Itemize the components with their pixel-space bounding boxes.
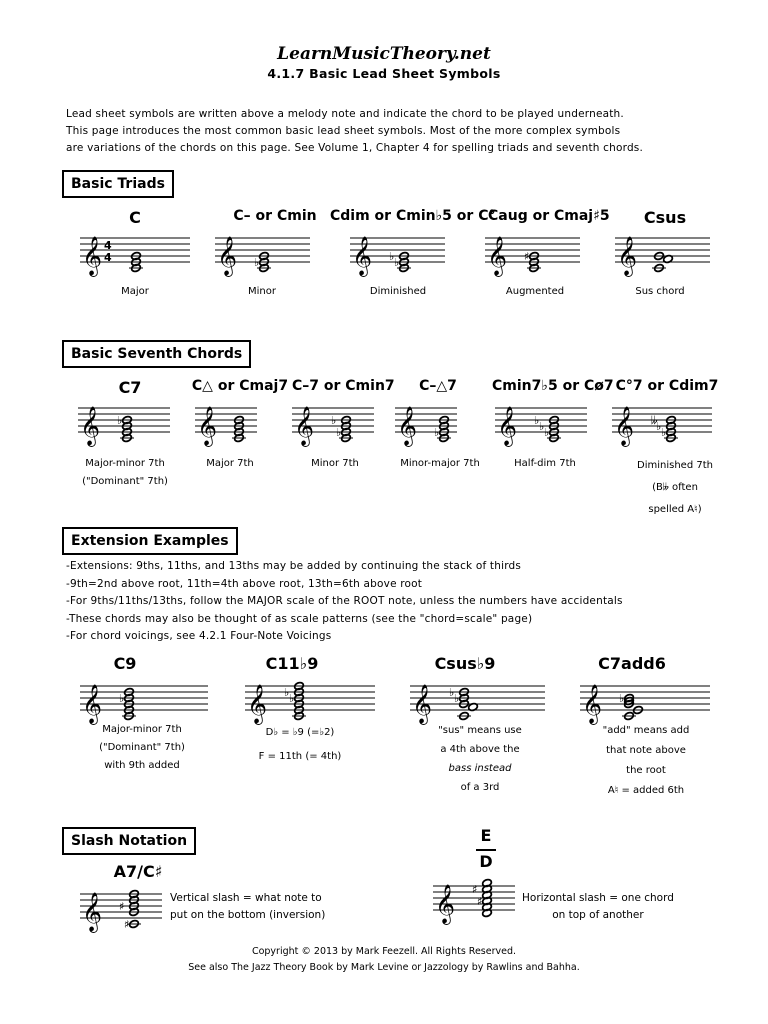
slash-caption-vertical bbox=[170, 890, 325, 924]
chord-caption bbox=[420, 721, 540, 797]
svg-text:4: 4 bbox=[104, 239, 112, 252]
caption-line: D♭ = ♭9 (=♭2) bbox=[265, 727, 335, 738]
caption-line: F = 11th (= 4th) bbox=[258, 751, 342, 762]
svg-text:𝄞: 𝄞 bbox=[82, 684, 103, 724]
svg-text:𝄫: 𝄫 bbox=[651, 414, 658, 427]
svg-text:♭: ♭ bbox=[434, 426, 440, 439]
staff-cmin7 bbox=[292, 402, 374, 446]
slash-caption-horizontal bbox=[522, 890, 674, 924]
svg-text:𝄞: 𝄞 bbox=[82, 892, 103, 932]
chord-caption: Minor-major 7th bbox=[400, 458, 480, 469]
svg-text:♭: ♭ bbox=[539, 420, 545, 433]
svg-text:♭: ♭ bbox=[534, 414, 540, 427]
svg-text:𝄞: 𝄞 bbox=[294, 406, 315, 446]
svg-text:𝄞: 𝄞 bbox=[397, 406, 418, 446]
bullet-item: -9th=2nd above root, 11th=4th above root, 13th=6th above root bbox=[66, 577, 423, 590]
polychord-top: E bbox=[480, 826, 492, 845]
chord-symbol: C–△7 bbox=[419, 378, 457, 394]
intro-line: Lead sheet symbols are written above a melody note and indicate the chord to be played underneath. bbox=[66, 108, 624, 120]
chord-symbol: C△ or Cmaj7 bbox=[191, 378, 289, 394]
svg-text:♭: ♭ bbox=[661, 426, 667, 439]
svg-text:♭: ♭ bbox=[289, 692, 295, 705]
see-also: See also The Jazz Theory Book by Mark Levine or Jazzology by Rawlins and Bahha. bbox=[188, 962, 580, 973]
caption-line: Major-minor 7th bbox=[85, 458, 165, 469]
chord-caption: Major bbox=[121, 286, 149, 297]
svg-text:𝄞: 𝄞 bbox=[497, 406, 518, 446]
staff-c-major bbox=[80, 232, 190, 276]
svg-text:♭: ♭ bbox=[331, 414, 337, 427]
svg-text:♭: ♭ bbox=[394, 256, 400, 269]
svg-text:𝄞: 𝄞 bbox=[247, 684, 268, 724]
chord-symbol: Cdim or Cmin♭5 or C° bbox=[330, 208, 496, 224]
copyright: Copyright © 2013 by Mark Feezell. All Rights Reserved. bbox=[251, 946, 517, 957]
bullet-item: -These chords may also be thought of as scale patterns (see the "chord=scale" page) bbox=[66, 612, 533, 625]
chord-caption: Minor bbox=[248, 286, 276, 297]
staff-c11b9 bbox=[245, 680, 375, 724]
page-title: 4.1.7 Basic Lead Sheet Symbols bbox=[267, 66, 501, 81]
svg-text:♯: ♯ bbox=[124, 918, 130, 931]
chord-caption bbox=[82, 721, 202, 775]
staff-c-aug bbox=[485, 232, 580, 276]
svg-text:𝄞: 𝄞 bbox=[487, 236, 508, 276]
chord-caption bbox=[245, 721, 355, 769]
chord-symbol: Cmin7♭5 or Cø7 bbox=[492, 378, 614, 394]
caption-line: the root bbox=[626, 765, 666, 776]
chord-caption bbox=[586, 721, 706, 801]
intro-line: This page introduces the most common basic lead sheet symbols. Most of the more complex symbols bbox=[66, 125, 621, 137]
svg-text:♭: ♭ bbox=[119, 692, 125, 705]
chord-caption: Half-dim 7th bbox=[514, 458, 576, 469]
caption-line: of a 3rd bbox=[460, 782, 500, 793]
caption-line: Major-minor 7th bbox=[102, 724, 182, 735]
svg-text:♯: ♯ bbox=[524, 250, 530, 263]
caption-line: that note above bbox=[606, 745, 686, 756]
brand-title: LearnMusicTheory.net bbox=[277, 44, 491, 64]
staff-c7add6 bbox=[580, 680, 710, 724]
staff-cminmaj7 bbox=[395, 402, 457, 446]
caption-line: ("Dominant" 7th) bbox=[99, 742, 185, 753]
staff-c7 bbox=[78, 402, 170, 446]
bullet-item: -Extensions: 9ths, 11ths, and 13ths may be added by continuing the stack of thirds bbox=[66, 560, 522, 572]
svg-text:♭: ♭ bbox=[454, 692, 460, 705]
staff-e-over-d bbox=[433, 880, 515, 930]
svg-text:♭: ♭ bbox=[117, 414, 123, 427]
chord-caption bbox=[70, 455, 180, 491]
svg-text:𝄞: 𝄞 bbox=[412, 684, 433, 724]
chord-symbol: Csus♭9 bbox=[434, 654, 496, 673]
svg-text:𝄞: 𝄞 bbox=[197, 406, 218, 446]
bullet-item: -For 9ths/11ths/13ths, follow the MAJOR scale of the ROOT note, unless the numbers have accidentals bbox=[66, 595, 623, 607]
staff-c-dim bbox=[350, 232, 445, 276]
svg-text:4: 4 bbox=[104, 251, 112, 264]
extension-notes bbox=[66, 558, 623, 646]
section-heading-sevenths: Basic Seventh Chords bbox=[62, 340, 251, 368]
caption-line: (B𝄫 often bbox=[652, 482, 698, 493]
svg-text:♭: ♭ bbox=[254, 256, 260, 269]
section-heading-triads: Basic Triads bbox=[62, 170, 174, 198]
staff-chalfdim7 bbox=[495, 402, 587, 446]
chord-caption: Diminished bbox=[369, 286, 427, 297]
chord-symbol: C11♭9 bbox=[265, 654, 319, 673]
chord-caption: Major 7th bbox=[206, 458, 254, 469]
chord-caption bbox=[625, 455, 725, 521]
polychord-bottom: D bbox=[479, 852, 493, 871]
chord-symbol: A7/C♯ bbox=[113, 862, 163, 881]
svg-text:♭: ♭ bbox=[449, 686, 455, 699]
svg-text:♯: ♯ bbox=[477, 895, 483, 908]
svg-text:𝄞: 𝄞 bbox=[435, 884, 456, 924]
svg-text:𝄞: 𝄞 bbox=[80, 406, 101, 446]
intro-line: are variations of the chords on this page. See Volume 1, Chapter 4 for spelling triads and seventh chords. bbox=[66, 142, 644, 154]
svg-text:♯: ♯ bbox=[472, 883, 478, 896]
staff-csusb9 bbox=[410, 680, 545, 724]
svg-text:𝄞: 𝄞 bbox=[617, 236, 638, 276]
chord-symbol: C7add6 bbox=[598, 654, 666, 673]
svg-text:♯: ♯ bbox=[119, 900, 125, 913]
svg-text:𝄞: 𝄞 bbox=[352, 236, 373, 276]
chord-symbol: Csus bbox=[643, 208, 687, 227]
caption-line: with 9th added bbox=[104, 760, 180, 771]
bullet-item: -For chord voicings, see 4.2.1 Four-Note Voicings bbox=[66, 630, 332, 642]
chord-symbol: C– or Cmin bbox=[233, 208, 317, 224]
caption-line: "add" means add bbox=[602, 725, 690, 736]
chord-caption: Minor 7th bbox=[311, 458, 359, 469]
chord-symbol: C bbox=[129, 208, 141, 227]
staff-c-sus bbox=[615, 232, 710, 276]
section-heading-slash: Slash Notation bbox=[62, 827, 196, 855]
caption-line: bass instead bbox=[448, 763, 512, 774]
svg-text:𝄞: 𝄞 bbox=[614, 406, 635, 446]
section-heading-extensions: Extension Examples bbox=[62, 527, 238, 555]
caption-line: ("Dominant" 7th) bbox=[82, 476, 168, 487]
chord-symbol: C9 bbox=[113, 654, 137, 673]
staff-cdim7 bbox=[612, 402, 712, 446]
caption-line: Vertical slash = what note to bbox=[170, 892, 322, 904]
polychord-divider bbox=[476, 849, 496, 851]
svg-text:♭: ♭ bbox=[619, 692, 625, 705]
caption-line: put on the bottom (inversion) bbox=[170, 909, 326, 921]
staff-c-minor bbox=[215, 232, 310, 276]
staff-c9 bbox=[80, 680, 208, 724]
svg-text:𝄞: 𝄞 bbox=[82, 236, 103, 276]
svg-text:♭: ♭ bbox=[544, 426, 550, 439]
caption-line: spelled A♮) bbox=[648, 504, 702, 515]
svg-text:♭: ♭ bbox=[284, 686, 290, 699]
svg-text:𝄞: 𝄞 bbox=[582, 684, 603, 724]
staff-cmaj7 bbox=[195, 402, 257, 446]
caption-line: Horizontal slash = one chord bbox=[522, 892, 674, 904]
intro-paragraph bbox=[66, 106, 706, 157]
chord-caption: Augmented bbox=[505, 286, 565, 297]
staff-a7-over-csharp bbox=[80, 888, 162, 936]
svg-text:♭: ♭ bbox=[336, 426, 342, 439]
caption-line: on top of another bbox=[552, 909, 644, 921]
chord-symbol: C–7 or Cmin7 bbox=[292, 378, 395, 394]
svg-text:𝄞: 𝄞 bbox=[217, 236, 238, 276]
caption-line: Diminished 7th bbox=[637, 460, 713, 471]
caption-line: a 4th above the bbox=[440, 744, 520, 755]
caption-line: A♮ = added 6th bbox=[607, 785, 685, 796]
caption-line: "sus" means use bbox=[438, 725, 522, 736]
svg-text:♭: ♭ bbox=[389, 250, 395, 263]
chord-symbol: C°7 or Cdim7 bbox=[615, 378, 719, 394]
chord-symbol: Caug or Cmaj♯5 bbox=[488, 208, 610, 224]
chord-symbol: C7 bbox=[118, 378, 142, 397]
chord-caption: Sus chord bbox=[635, 286, 685, 297]
svg-text:♭: ♭ bbox=[656, 420, 662, 433]
